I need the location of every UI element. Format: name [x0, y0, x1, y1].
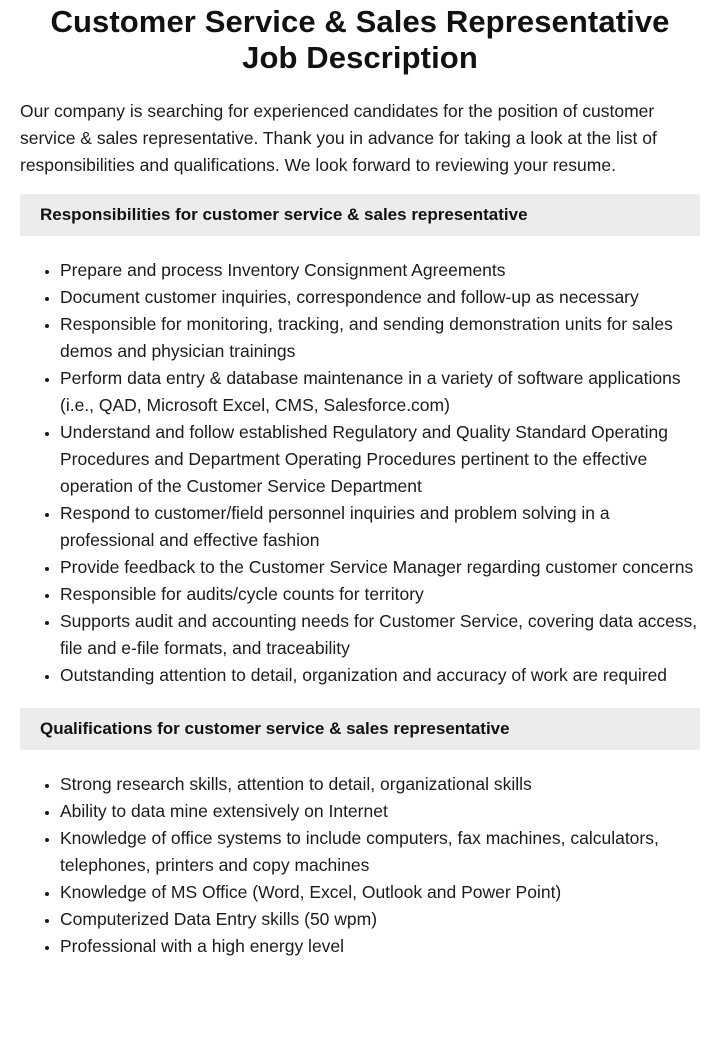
list-item: • Perform data entry & database maintenance in a variety of software applications (i.e., QAD, Microsoft Excel, CMS, Salesforce.com) — [60, 365, 700, 419]
qualifications-heading — [20, 708, 700, 750]
list-item: • Strong research skills, attention to detail, organizational skills — [60, 771, 700, 798]
list-item: • Provide feedback to the Customer Service Manager regarding customer concerns — [60, 554, 700, 581]
qualifications-list — [20, 771, 700, 960]
responsibilities-list — [20, 257, 700, 689]
list-item: • Ability to data mine extensively on Internet — [60, 798, 700, 825]
list-item: • Responsible for monitoring, tracking, and sending demonstration units for sales demos and physician trainings — [60, 311, 700, 365]
qualifications-heading-text: Qualifications for customer service & sales representative — [40, 719, 510, 738]
page-title: Customer Service & Sales Representative Job Description — [50, 4, 670, 75]
list-item: • Prepare and process Inventory Consignment Agreements — [60, 257, 700, 284]
list-item: • Knowledge of MS Office (Word, Excel, Outlook and Power Point) — [60, 879, 700, 906]
intro-paragraph: Our company is searching for experienced candidates for the position of customer service & sales representative. Thank you in advance for taking a look at the list of responsibilities and qualifications. We look forward to reviewing your resume. — [20, 101, 657, 175]
list-item: • Outstanding attention to detail, organization and accuracy of work are required — [60, 662, 700, 689]
list-item: • Document customer inquiries, correspondence and follow-up as necessary — [60, 284, 700, 311]
list-item: • Supports audit and accounting needs for Customer Service, covering data access, file and e-file formats, and traceability — [60, 608, 700, 662]
list-item: • Professional with a high energy level — [60, 933, 700, 960]
list-item: • Respond to customer/field personnel inquiries and problem solving in a professional and effective fashion — [60, 500, 700, 554]
list-item: • Computerized Data Entry skills (50 wpm) — [60, 906, 700, 933]
responsibilities-heading-text: Responsibilities for customer service & sales representative — [40, 205, 528, 224]
list-item: • Knowledge of office systems to include computers, fax machines, calculators, telephones, printers and copy machines — [60, 825, 700, 879]
list-item: • Responsible for audits/cycle counts for territory — [60, 581, 700, 608]
responsibilities-heading — [20, 194, 700, 236]
list-item: • Understand and follow established Regulatory and Quality Standard Operating Procedures and Department Operating Procedures pertinent to the effective operation of the Customer Service Department — [60, 419, 700, 500]
